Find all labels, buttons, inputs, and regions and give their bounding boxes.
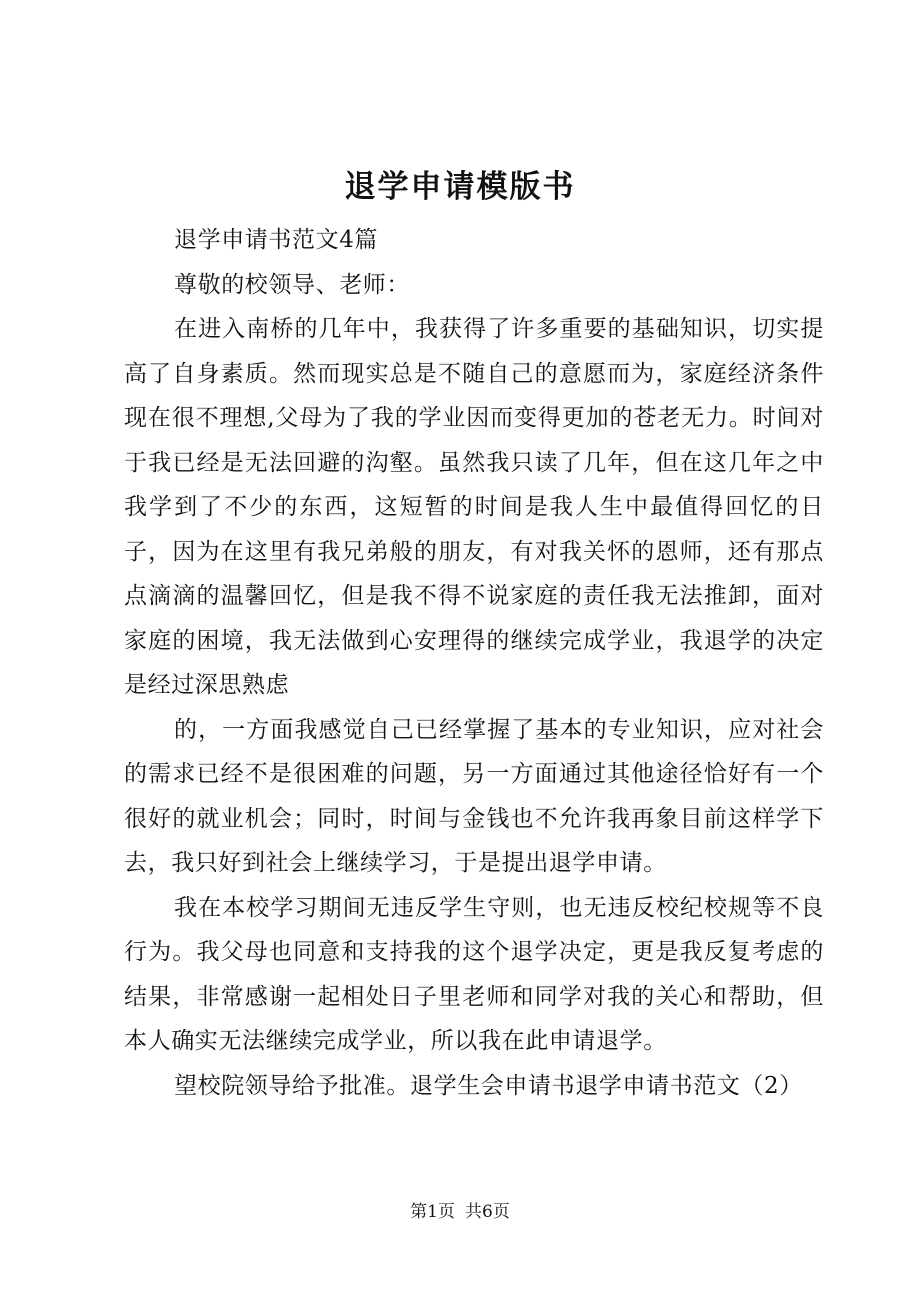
page-total: 共6页 [465, 1202, 510, 1222]
page-footer [0, 1198, 920, 1226]
body-paragraph: 的，一方面我感觉自己已经掌握了基本的专业知识，应对社会的需求已经不是很困难的问题，另一方面通过其他途径恰好有一个很好的就业机会；同时，时间与金钱也不允许我再象目前这样学下去，我只好到社会上继续学习，于是提出退学申请。 [124, 716, 824, 876]
page-number: 第1页 [410, 1202, 455, 1222]
body-paragraph: 在进入南桥的几年中，我获得了许多重要的基础知识，切实提高了自身素质。然而现实总是不随自己的意愿而为，家庭经济条件现在很不理想,父母为了我的学业因而变得更加的苍老无力。时间对于我已经是无法回避的沟壑。虽然我只读了几年，但在这几年之中我学到了不少的东西，这短暂的时间是我人生中最值得回忆的日子，因为在这里有我兄弟般的朋友，有对我关怀的恩师，还有那点点滴滴的温馨回忆，但是我不得不说家庭的责任我无法推卸，面对家庭的困境，我无法做到心安理得的继续完成学业，我退学的决定是经过深思熟虑 [124, 316, 824, 698]
document-body [124, 218, 824, 1108]
body-paragraph: 我在本校学习期间无违反学生守则，也无违反校纪校规等不良行为。我父母也同意和支持我的这个退学决定，更是我反复考虑的结果，非常感谢一起相处日子里老师和同学对我的关心和帮助，但本人确实无法继续完成学业，所以我在此申请退学。 [124, 894, 824, 1054]
document-title: 退学申请模版书 [344, 169, 576, 205]
body-paragraph: 望校院领导给予批准。退学生会申请书退学申请书范文（2） [174, 1072, 803, 1099]
body-paragraph-salutation: 尊敬的校领导、老师： [174, 271, 410, 298]
body-paragraph-heading: 退学申请书范文4篇 [174, 227, 379, 253]
